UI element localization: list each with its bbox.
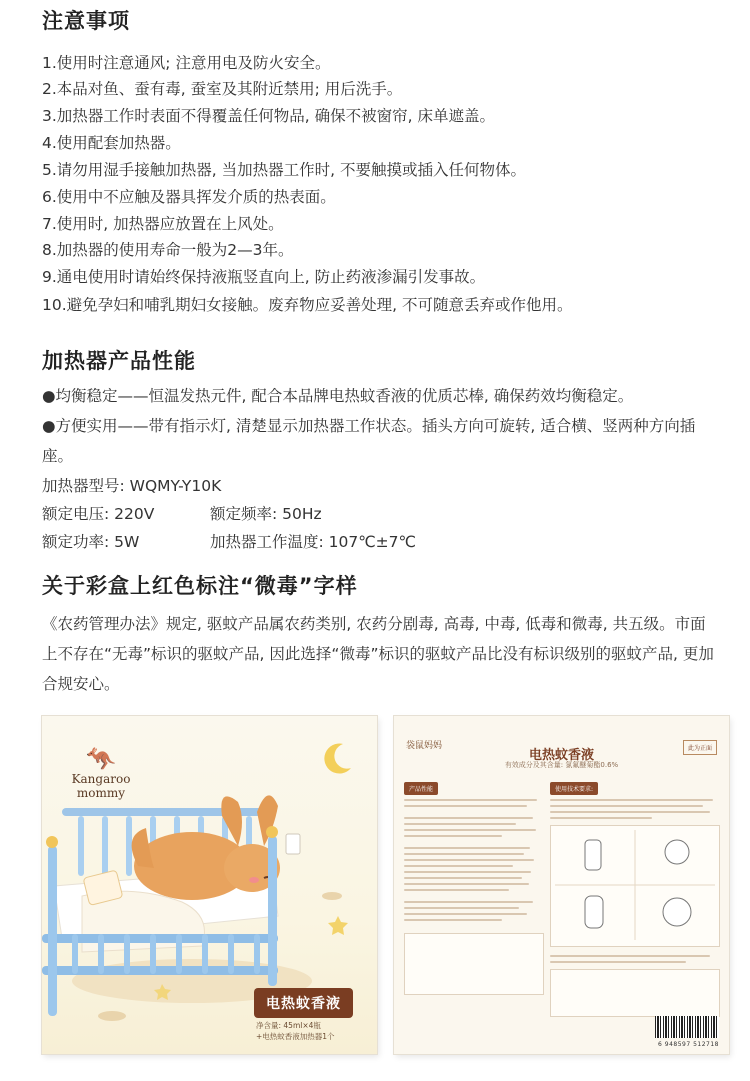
rated-power: 额定功率: 5W [42,533,140,551]
product-box-front [42,716,377,1054]
heater-spec-table [550,969,720,1017]
precaution-item: 3.加热器工作时表面不得覆盖任何物品, 确保不被窗帘, 床单遮盖。 [42,107,495,125]
precaution-item: 7.使用时, 加热器应放置在上风处。 [42,215,284,233]
precautions-title: 注意事项 [42,9,130,33]
working-temperature: 加热器工作温度: 107℃±7℃ [210,533,416,551]
back-info-table [404,933,544,995]
heater-spec-row [42,530,416,552]
back-right-column [550,776,720,1017]
product-box-back [394,716,729,1054]
label-note-title: 关于彩盒上红色标注“微毒”字样 [42,574,358,598]
back-product-title: 电热蚊香液 [528,748,594,763]
usage-header: 使用技术要求: [550,782,598,795]
precaution-item: 1.使用时注意通风; 注意用电及防火安全。 [42,54,331,72]
heater-feature-convenient: ●方便实用——带有指示灯, 清楚显示加热器工作状态。插头方向可旋转, 适合横、竖两种方向插座。 [42,417,696,465]
barcode-icon [655,1016,719,1038]
brand-name-line2: mommy [76,786,126,800]
rated-frequency: 额定频率: 50Hz [210,505,322,523]
precaution-item: 4.使用配套加热器。 [42,134,181,152]
rated-voltage: 额定电压: 220V [42,505,155,523]
back-brand: 袋鼠妈妈 [406,741,443,751]
usage-steps-illustration [551,826,719,944]
kangaroo-icon: 🦘 [86,745,116,773]
back-ingredients: 有效成分及其含量: 氯氟醚菊酯0.6% [504,761,619,769]
heater-model: 加热器型号: WQMY-Y10K [42,477,222,495]
precaution-item: 5.请勿用湿手接触加热器, 当加热器工作时, 不要触摸或插入任何物体。 [42,161,526,179]
product-performance-header: 产品性能 [404,782,438,795]
net-content-line2: +电热蚊香液加热器1个 [256,1032,335,1041]
back-left-column [404,776,544,995]
label-note-text: 《农药管理办法》规定, 驱蚊产品属农药类别, 农药分剧毒, 高毒, 中毒, 低毒和微毒, 共五级。市面上不存在“无毒”标识的驱蚊产品, 因此选择“微毒”标识的驱蚊产品比没有标识级别的驱蚊产品, 更加合规安心。 [42,615,714,693]
heater-feature-stable: ●均衡稳定——恒温发热元件, 配合本品牌电热蚊香液的优质芯棒, 确保药效均衡稳定。 [42,387,634,405]
heater-spec-row [42,502,322,524]
net-content [256,1020,335,1042]
precaution-item: 8.加热器的使用寿命一般为2—3年。 [42,241,294,259]
net-content-line1: 净含量: 45ml×4瓶 [256,1021,321,1030]
precaution-item: 10.避免孕妇和哺乳期妇女接触。废弃物应妥善处理, 不可随意丢弃或作他用。 [42,296,573,314]
product-name-label: 电热蚊香液 [254,988,353,1018]
brand-name-line1: Kangaroo [71,772,131,786]
precaution-item: 9.通电使用时请始终保持液瓶竖直向上, 防止药液渗漏引发事故。 [42,268,486,286]
precaution-item: 6.使用中不应触及器具挥发介质的热表面。 [42,188,336,206]
barcode-number: 6 948597 512718 [658,1041,719,1048]
heater-title: 加热器产品性能 [42,349,196,373]
precaution-item: 2.本品对鱼、蚕有毒, 蚕室及其附近禁用; 用后洗手。 [42,80,403,98]
back-badge: 此为正面 [683,740,717,755]
usage-diagram [550,825,720,947]
